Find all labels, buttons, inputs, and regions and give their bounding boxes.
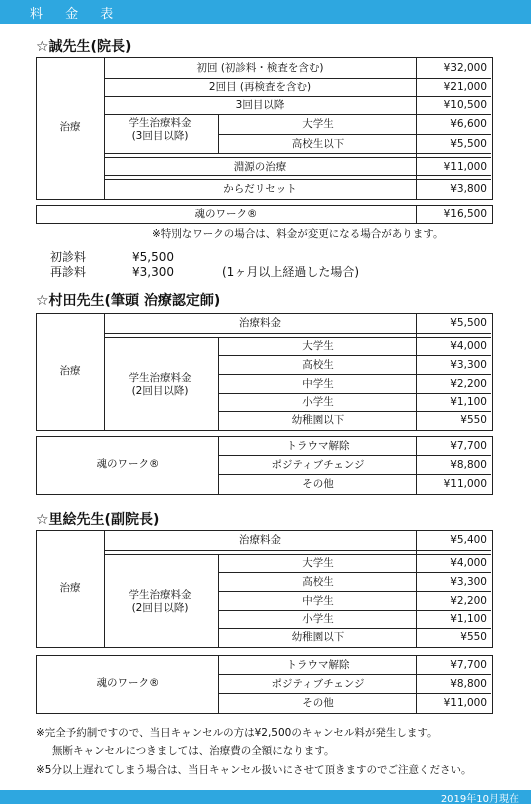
satoe-koko-label: 高校生 bbox=[302, 576, 334, 588]
satoe-koko-price: ¥3,300 bbox=[450, 576, 487, 588]
murata-ryokin-price: ¥5,500 bbox=[450, 317, 487, 329]
satoe-chu-label: 中学生 bbox=[302, 595, 334, 607]
murata-sho-price: ¥1,100 bbox=[450, 396, 487, 408]
makoto-shokai-label: 初回 (初診料・検査を含む) bbox=[196, 62, 324, 74]
header-title: 料 金 表 bbox=[30, 7, 123, 22]
makoto-karada-label: からだリセット bbox=[223, 183, 297, 195]
footer-date: 2019年10月現在 bbox=[440, 794, 519, 805]
note-line-1: ※完全予約制ですので、当日キャンセルの方は¥2,500のキャンセル料が発生します。 bbox=[36, 727, 438, 739]
satoe-positive-label: ポジティブチェンジ bbox=[271, 678, 365, 690]
murata-gakusei-label: 学生治療料金 bbox=[128, 372, 192, 384]
makoto-tamashii-price: ¥16,500 bbox=[443, 208, 487, 220]
murata-gakusei-sub: (2回目以降) bbox=[131, 385, 189, 397]
murata-sho-label: 小学生 bbox=[302, 396, 334, 408]
satoe-trauma-label: トラウマ解除 bbox=[286, 659, 350, 671]
satoe-yochien-price: ¥550 bbox=[460, 631, 487, 643]
satoe-sonota-label: その他 bbox=[302, 697, 334, 709]
makoto-gakusei-label: 学生治療料金 bbox=[128, 117, 192, 129]
satoe-gakusei-label: 学生治療料金 bbox=[128, 589, 192, 601]
makoto-nikai-label: 2回目 (再検査を含む) bbox=[208, 81, 312, 93]
saishin-note: (1ヶ月以上経過した場合) bbox=[222, 265, 359, 279]
makoto-koko-price: ¥5,500 bbox=[450, 138, 487, 150]
makoto-daigaku-label: 大学生 bbox=[302, 118, 334, 130]
makoto-chiryo-label: 治療 bbox=[59, 121, 81, 133]
murata-yochien-price: ¥550 bbox=[460, 414, 487, 426]
murata-yochien-label: 幼稚園以下 bbox=[291, 414, 345, 426]
makoto-koko-label: 高校生以下 bbox=[291, 138, 345, 150]
satoe-daigaku-label: 大学生 bbox=[302, 557, 334, 569]
murata-tamashii-label: 魂のワーク® bbox=[96, 458, 160, 470]
murata-sonota-label: その他 bbox=[302, 478, 334, 490]
makoto-note: ※特別なワークの場合は、料金が変更になる場合があります。 bbox=[152, 228, 444, 240]
murata-ryokin-label: 治療料金 bbox=[239, 317, 281, 329]
murata-daigaku-label: 大学生 bbox=[302, 340, 334, 352]
murata-chu-price: ¥2,200 bbox=[450, 378, 487, 390]
satoe-daigaku-price: ¥4,000 bbox=[450, 557, 487, 569]
murata-koko-label: 高校生 bbox=[302, 359, 334, 371]
shoshin-price: ¥5,500 bbox=[132, 250, 174, 264]
murata-trauma-label: トラウマ解除 bbox=[286, 440, 350, 452]
section-title-makoto: ☆誠先生(院長) bbox=[36, 39, 132, 55]
murata-daigaku-price: ¥4,000 bbox=[450, 340, 487, 352]
satoe-gakusei-sub: (2回目以降) bbox=[131, 602, 189, 614]
makoto-tamashii-label: 魂のワーク® bbox=[194, 208, 258, 220]
murata-chiryo-label: 治療 bbox=[59, 365, 81, 377]
section-title-satoe: ☆里絵先生(副院長) bbox=[36, 512, 160, 528]
satoe-positive-price: ¥8,800 bbox=[450, 678, 487, 690]
makoto-shingen-label: 淵源の治療 bbox=[233, 161, 287, 173]
satoe-ryokin-label: 治療料金 bbox=[239, 534, 281, 546]
satoe-chiryo-label: 治療 bbox=[59, 582, 81, 594]
satoe-yochien-label: 幼稚園以下 bbox=[291, 631, 345, 643]
makoto-karada-price: ¥3,800 bbox=[450, 183, 487, 195]
saishin-price: ¥3,300 bbox=[132, 265, 174, 279]
section-title-murata: ☆村田先生(筆頭 治療認定師) bbox=[36, 293, 221, 309]
saishin-label: 再診料 bbox=[50, 265, 87, 279]
makoto-shokai-price: ¥32,000 bbox=[443, 62, 487, 74]
footer-bar bbox=[0, 790, 531, 804]
satoe-sonota-price: ¥11,000 bbox=[443, 697, 487, 709]
header-bar bbox=[0, 0, 531, 24]
satoe-sho-label: 小学生 bbox=[302, 613, 334, 625]
makoto-tamashii-row bbox=[36, 205, 493, 224]
satoe-sho-price: ¥1,100 bbox=[450, 613, 487, 625]
murata-positive-price: ¥8,800 bbox=[450, 459, 487, 471]
makoto-nikai-price: ¥21,000 bbox=[443, 81, 487, 93]
murata-chu-label: 中学生 bbox=[302, 378, 334, 390]
makoto-sankai-label: 3回目以降 bbox=[235, 99, 285, 111]
shoshin-label: 初診料 bbox=[50, 250, 87, 264]
satoe-tamashii-label: 魂のワーク® bbox=[96, 677, 160, 689]
satoe-chu-price: ¥2,200 bbox=[450, 595, 487, 607]
makoto-daigaku-price: ¥6,600 bbox=[450, 118, 487, 130]
note-line-3: ※5分以上遅れてしまう場合は、当日キャンセル扱いにさせて頂きますのでご注意ください。 bbox=[36, 764, 472, 776]
murata-sonota-price: ¥11,000 bbox=[443, 478, 487, 490]
murata-koko-price: ¥3,300 bbox=[450, 359, 487, 371]
makoto-sankai-price: ¥10,500 bbox=[443, 99, 487, 111]
satoe-ryokin-price: ¥5,400 bbox=[450, 534, 487, 546]
note-line-2: 無断キャンセルにつきましては、治療費の全額になります。 bbox=[52, 745, 335, 757]
makoto-shingen-price: ¥11,000 bbox=[443, 161, 487, 173]
satoe-trauma-price: ¥7,700 bbox=[450, 659, 487, 671]
murata-positive-label: ポジティブチェンジ bbox=[271, 459, 365, 471]
makoto-gakusei-sub: (3回目以降) bbox=[131, 130, 189, 142]
murata-trauma-price: ¥7,700 bbox=[450, 440, 487, 452]
